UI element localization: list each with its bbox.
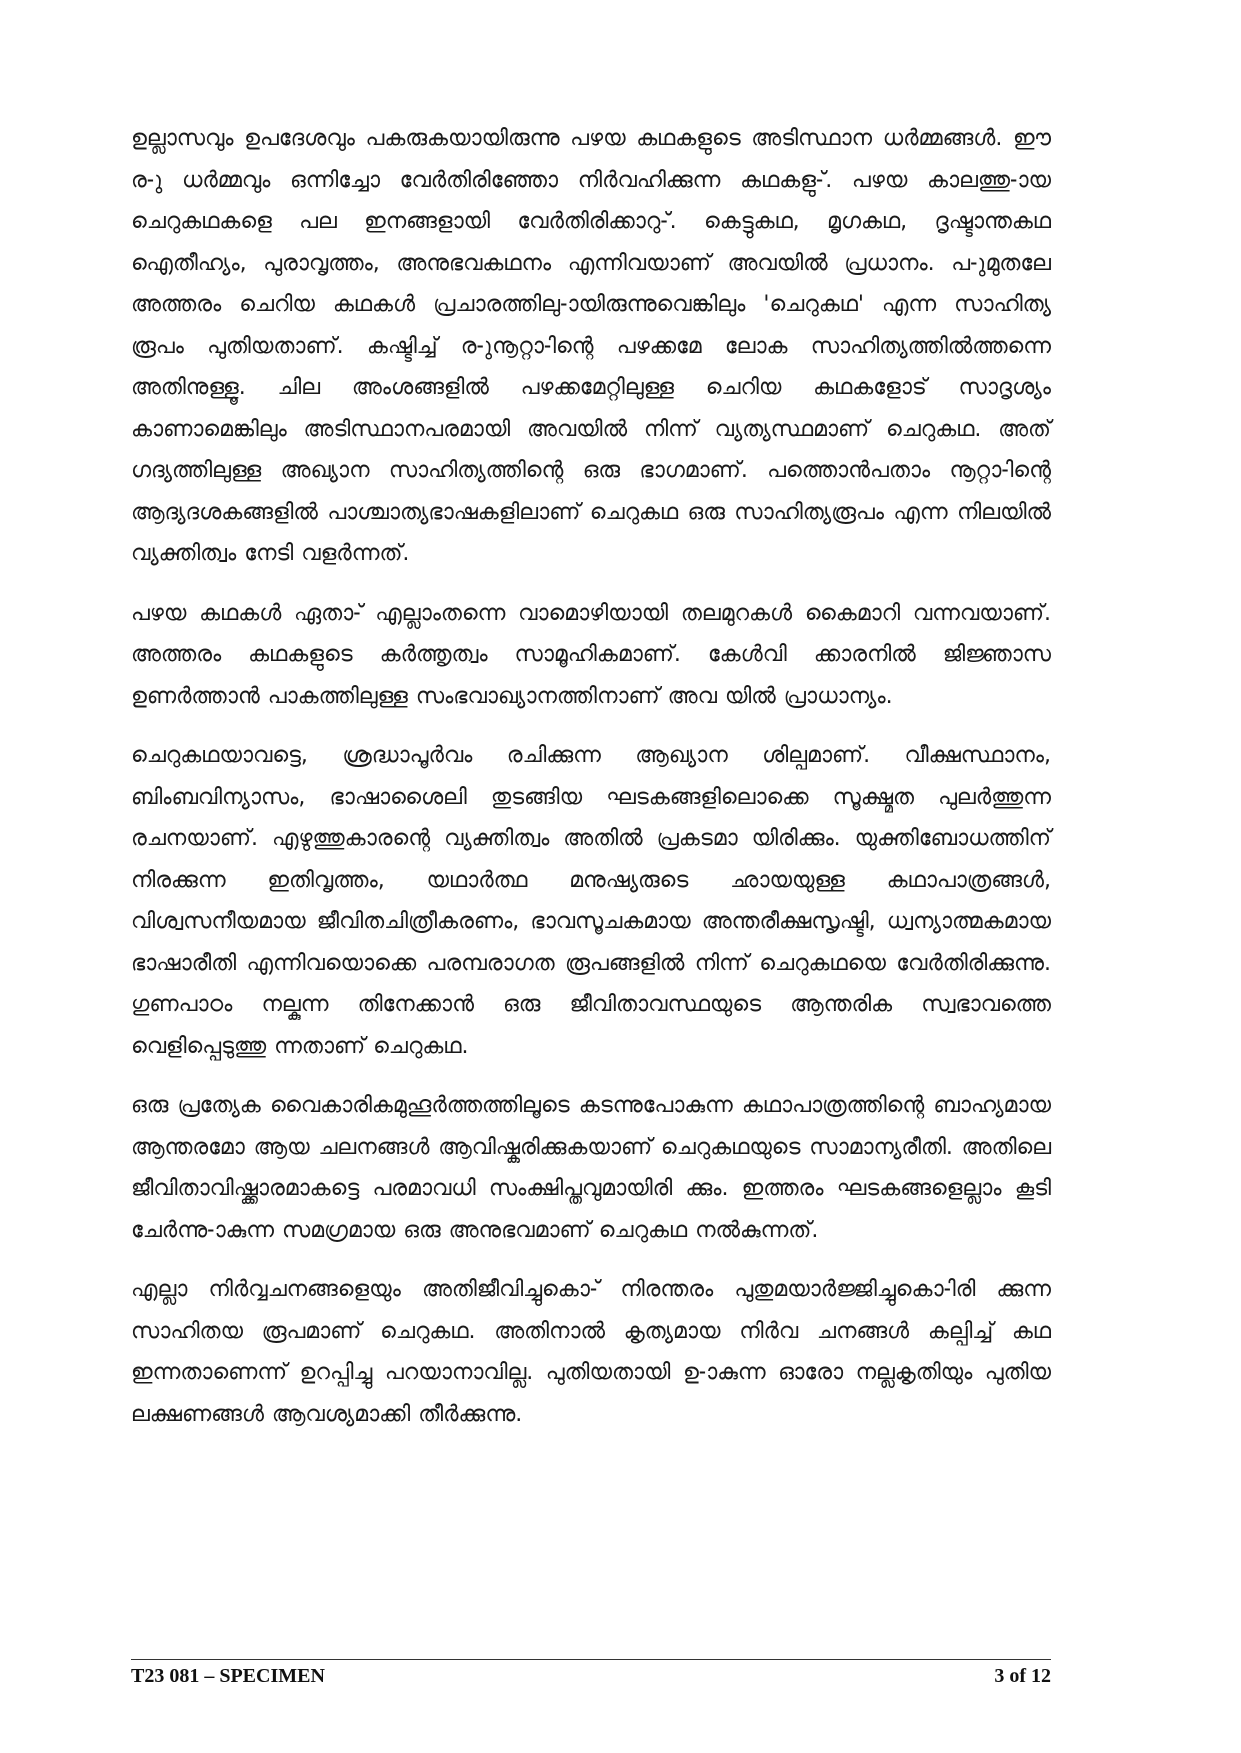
footer-page-number: 3 of 12 [994,1665,1051,1687]
paragraph-2: പഴയ കഥകൾ ഏതാ-് എല്ലാംതന്നെ വാമൊഴിയായി തലമുറകൾ കൈമാറി വന്നവയാണ്. അത്തരം കഥകളുടെ കർത്തൃത്വം സാമൂഹികമാണ്. കേൾവി ക്കാരനിൽ ജിജ്ഞാസ ഉണർത്താൻ പാകത്തിലുള്ള സംഭവാഖ്യാനത്തിനാണ് അവ യിൽ പ്രാധാന്യം. [131,600,1051,709]
paragraph-1: ഉല്ലാസവും ഉപദേശവും പകരുകയായിരുന്നു പഴയ കഥകളുടെ അടിസ്ഥാന ധർമ്മങ്ങൾ. ഈ ര-ു ധർമ്മവും ഒന്നിച്ചോ വേർതിരിഞ്ഞോ നിർവഹിക്കുന്ന കഥകളു-്. പഴയ കാലത്തു-ായ ചെറുകഥകളെ പല ഇനങ്ങളായി വേർതിരിക്കാറു-്. കെട്ടുകഥ, മൃഗകഥ, ദൃഷ്ടാന്തകഥ ഐതീഹ്യം, പുരാവൃത്തം, അനുഭവകഥനം എന്നിവയാണ് അവയിൽ പ്രധാനം. പ-ുമുതലേ അത്തരം ചെറിയ കഥകൾ പ്രചാരത്തിലു-ായിരുന്നുവെങ്കിലും 'ചെറുകഥ' എന്ന സാഹിത്യ രൂപം പുതിയതാണ്. കഷ്ടിച്ച് ര-ുനൂറ്റാ-ിന്റെ പഴക്കമേ ലോക സാഹിത്യത്തിൽത്തന്നെ അതിനുള്ളൂ. ചില അംശങ്ങളിൽ പഴക്കമേറ്റിലുള്ള ചെറിയ കഥകളോട് സാദൃശ്യം കാണാമെങ്കിലും അടിസ്ഥാനപരമായി അവയിൽ നിന്ന് വ്യത്യസ്ഥമാണ് ചെറുകഥ. അത് ഗദ്യത്തിലുള്ള അഖ്യാന സാഹിത്യത്തിന്റെ ഒരു ഭാഗമാണ്. പത്തൊൻപതാം നൂറ്റാ-ിന്റെ ആദ്യദശകങ്ങളിൽ പാശ്ചാത്യഭാഷകളിലാണ് ചെറുകഥ ഒരു സാഹിത്യരൂപം എന്ന നിലയിൽ വ്യക്തിത്വം നേടി വളർന്നത്. [131,126,1051,566]
document-body [131,118,1051,1453]
footer-divider [131,1659,1051,1660]
footer-code: T23 081 – SPECIMEN [131,1665,325,1687]
paragraph-5: എല്ലാ നിർവ്വചനങ്ങളെയും അതിജീവിച്ചുകൊ-് നിരന്തരം പുതുമയാർജ്ജിച്ചുകൊ-ിരി ക്കുന്ന സാഹിതയ രൂപമാണ് ചെറുകഥ. അതിനാൽ കൃത്യമായ നിർവ ചനങ്ങൾ കല്പിച്ച് കഥ ഇന്നതാണെന്ന് ഉറപ്പിച്ചു പറയാനാവില്ല. പുതിയതായി ഉ-ാകുന്ന ഓരോ നല്ലകൃതിയും പുതിയ ലക്ഷണങ്ങൾ ആവശ്യമാക്കി തീർക്കുന്നു. [131,1277,1051,1427]
paragraph-3: ചെറുകഥയാവട്ടെ, ശ്രദ്ധാപൂർവം രചിക്കുന്ന ആഖ്യാന ശില്പമാണ്. വീക്ഷസ്ഥാനം, ബിംബവിന്യാസം, ഭാഷാശൈലി തുടങ്ങിയ ഘടകങ്ങളിലൊക്കെ സൂക്ഷ്മത പുലർത്തുന്ന രചനയാണ്. എഴുത്തുകാരന്റെ വ്യക്തിത്വം അതിൽ പ്രകടമാ യിരിക്കും. യുക്തിബോധത്തിന് നിരക്കുന്ന ഇതിവൃത്തം, യഥാർത്ഥ മനുഷ്യരുടെ ഛായയുള്ള കഥാപാത്രങ്ങൾ, വിശ്വസനീയമായ ജീവിതചിത്രീകരണം, ഭാവസൂചകമായ അന്തരീക്ഷസൃഷ്ടി, ധ്വന്യാത്മകമായ ഭാഷാരീതി എന്നിവയൊക്കെ പരമ്പരാഗത രൂപങ്ങളിൽ നിന്ന് ചെറുകഥയെ വേർതിരിക്കുന്നു. ഗുണപാഠം നല്കുന്ന തിനേക്കാൻ ഒരു ജീവിതാവസ്ഥയുടെ ആന്തരിക സ്വഭാവത്തെ വെളിപ്പെടുത്തു ന്നതാണ് ചെറുകഥ. [131,743,1051,1059]
paragraph-4: ഒരു പ്രത്യേക വൈകാരികമുഹൂർത്തത്തിലൂടെ കടന്നുപോകുന്ന കഥാപാത്രത്തിന്റെ ബാഹ്യമായ ആന്തരമോ ആയ ചലനങ്ങൾ ആവിഷ്കരിക്കുകയാണ് ചെറുകഥയുടെ സാമാന്യരീതി. അതിലെ ജീവിതാവിഷ്ക്കാരമാകട്ടെ പരമാവധി സംക്ഷിപ്തവുമായിരി ക്കും. ഇത്തരം ഘടകങ്ങളെല്ലാം കൂടി ചേർന്നു-ാകുന്ന സമഗ്രമായ ഒരു അനുഭവമാണ് ചെറുകഥ നൽകുന്നത്. [131,1093,1051,1243]
